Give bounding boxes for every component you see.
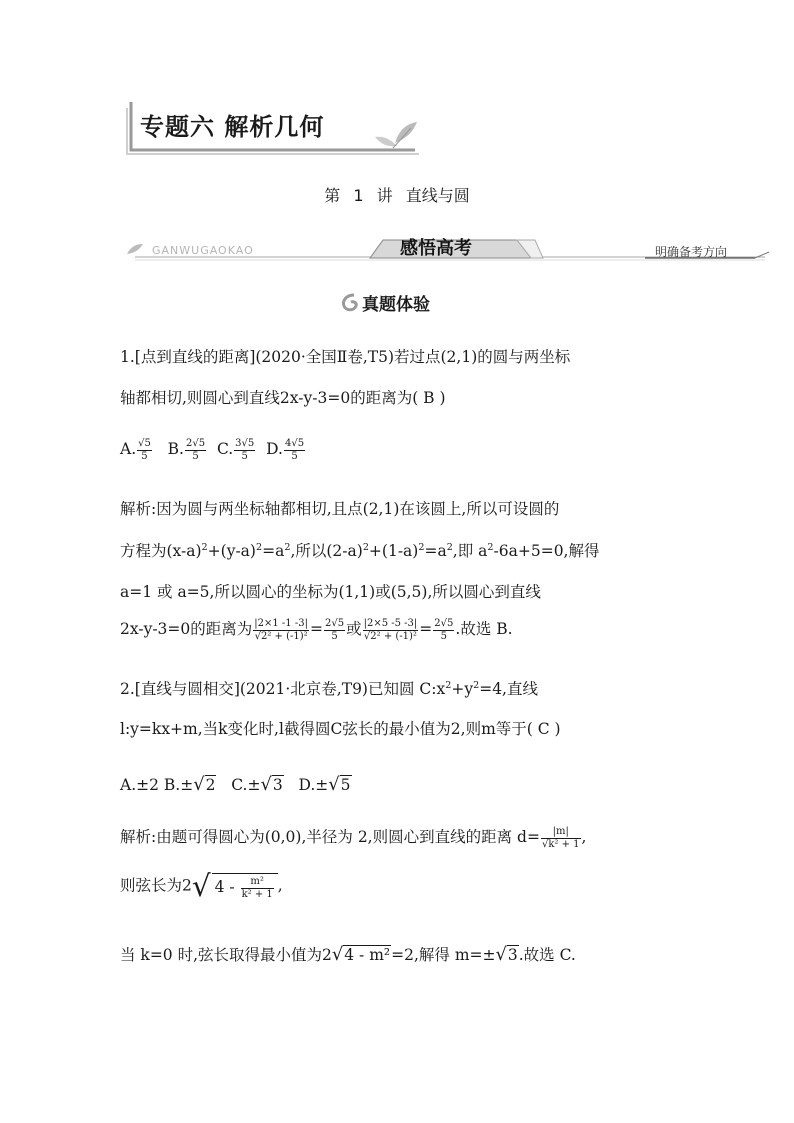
section-strip-subtitle: 明确备考方向 bbox=[655, 245, 728, 259]
q1-option-b-fraction: $\frac{2√5}{5}$ bbox=[185, 438, 206, 462]
q1-solution-line-1: 解析:因为圆与两坐标轴都相切,且点(2,1)在该圆上,所以可设圆的 bbox=[120, 500, 560, 518]
q2-chord-radicand: 4 - $\frac{\text{m²}}{\text{k² + 1}}$ bbox=[212, 873, 278, 900]
q1-options bbox=[120, 438, 306, 462]
q1-option-d-fraction: $\frac{4√5}{5}$ bbox=[284, 438, 305, 462]
q2-option-d-radicand: 5 bbox=[340, 776, 351, 794]
section-strip-english: GANWUGAOKAO bbox=[152, 244, 254, 257]
q1-solution-line-2: 方程为$(x-a)^2+(y-a)^2=a^2$,所以$(2-a)^2+(1-a)^2=a^2$,即 $a^2-6a+5=0$,解得 bbox=[120, 542, 600, 561]
q2-solution-line-2: 则弦长为2√ 4 - $\frac{\text{m²}}{\text{k² + 1}}$ , bbox=[120, 869, 283, 903]
q1-option-c-label: C. bbox=[216, 440, 234, 458]
q2-option-b-radicand: 2 bbox=[205, 776, 216, 794]
q2-option-a: A.±2 bbox=[120, 776, 159, 794]
q1-option-c-fraction: $\frac{3√5}{5}$ bbox=[235, 438, 255, 462]
q2-solution-line-1: 解析:由题可得圆心为(0,0),半径为 2,则圆心到直线的距离 d= $\frac{|m|}{\text{√k² + 1}}$ , bbox=[120, 826, 587, 850]
q1-option-a-label: A. bbox=[120, 440, 137, 458]
q2-option-d-label: D.± bbox=[298, 776, 329, 794]
q1-option-d-label: D. bbox=[266, 440, 283, 458]
q1-distance-fraction-2: $\frac{|2\times 5 -5 -3|}{\text{√2² + (-1)²}}$ bbox=[363, 618, 418, 642]
q2-solution-line-3: 当 k=0 时,弦长取得最小值为2√4 - m²=2,解得 m=±√3.故选 C. bbox=[120, 944, 576, 965]
q1-distance-fraction-1: $\frac{|2\times 1 -1 -3|}{\text{√2² + (-1)²}}$ bbox=[254, 618, 308, 642]
q2-stem-line-2: l:y=kx+m,当k变化时,l截得圆C弦长的最小值为2,则m等于( C ) bbox=[120, 720, 561, 738]
q2-option-c-label: C.± bbox=[231, 776, 261, 794]
q2-option-b-label: B.± bbox=[163, 776, 194, 794]
subsection-title: 真题体验 bbox=[362, 295, 430, 315]
q2-option-c-radicand: 3 bbox=[272, 776, 283, 794]
q1-stem-line-1: 1.[点到直线的距离](2020·全国Ⅱ卷,T5)若过点(2,1)的圆与两坐标 bbox=[120, 348, 571, 366]
subsection-swirl-icon bbox=[340, 292, 362, 312]
q1-option-b-label: B. bbox=[167, 440, 184, 458]
q2-distance-fraction: $\frac{|m|}{\text{√k² + 1}}$ bbox=[541, 826, 580, 850]
q2-min-radicand: 4 - m² bbox=[344, 946, 391, 964]
q1-distance-value-2: $\frac{2√5}{5}$ bbox=[434, 618, 454, 642]
lecture-title: 第 1 讲 直线与圆 bbox=[324, 186, 470, 205]
chapter-title: 专题六 解析几何 bbox=[140, 113, 325, 141]
section-strip-title: 感悟高考 bbox=[400, 238, 472, 259]
q1-option-a-fraction: $\frac{√5}{5}$ bbox=[138, 438, 151, 462]
q1-solution-line-3: a=1 或 a=5,所以圆心的坐标为(1,1)或(5,5),所以圆心到直线 bbox=[120, 583, 541, 601]
q1-distance-value-1: $\frac{2√5}{5}$ bbox=[324, 618, 345, 642]
q1-stem-line-2: 轴都相切,则圆心到直线2x-y-3=0的距离为( B ) bbox=[120, 389, 446, 407]
q1-solution-line-4: 2x-y-3=0的距离为 $\frac{|2\times 1 -1 -3|}{\text{√2² + (-1)²}}$ = $\frac{2√5}{5}$ 或 $\frac{|2\times 5 -5 -3|}{\text{√2² + (-1)²}}$ = $\frac{2√5}{5}$ .故选 B. bbox=[120, 618, 513, 642]
q2-stem-line-1: 2.[直线与圆相交](2021·北京卷,T9)已知圆 $C:x^2+y^2=4$,直线 bbox=[120, 680, 538, 699]
q2-options: A.±2 B.±√2 C.±√3 D.±√5 bbox=[120, 774, 351, 795]
